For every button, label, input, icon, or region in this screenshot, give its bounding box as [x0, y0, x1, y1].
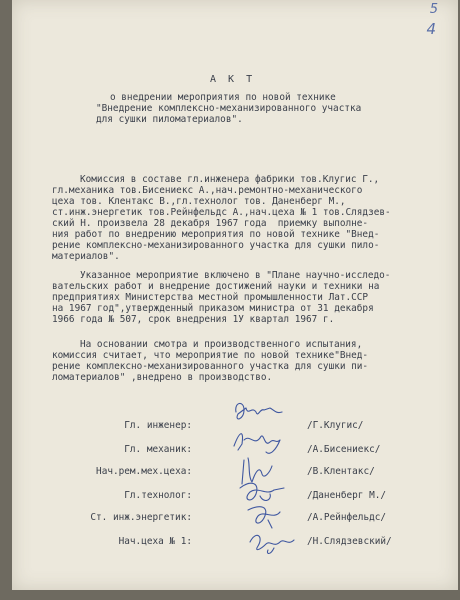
subject-line-3: для сушки пиломатериалов". [96, 114, 243, 125]
para2-line: на 1967 год",утвержденный приказом министра от 31 декабря [52, 303, 374, 314]
document-page [12, 0, 458, 590]
signature-klugis [236, 403, 282, 419]
signatory-role: Гл. механик: [124, 444, 192, 455]
para1-line: ский Н. произвела 28 декабря 1967 года приемку выполне- [52, 218, 369, 229]
signatory-name: /Г.Клугис/ [307, 420, 364, 431]
signature-bisenieks [234, 434, 280, 454]
para3-line: ломатериалов" ,внедрено в производство. [52, 372, 273, 383]
signature-klentaks [242, 458, 272, 484]
para1-line: рение комплексно-механизированного участка для сушки пило- [52, 240, 380, 251]
signatory-role: Гл. инженер: [124, 420, 192, 431]
para1-line: ния работ по внедрению мероприятия по новой технике "Внед- [52, 229, 380, 240]
para2-line: предприятиях Министерства местной промышленности Лат.ССР [52, 292, 369, 303]
signatory-name: /А.Рейнфельдс/ [307, 512, 387, 523]
para3-line: На основании смотра и производственного испытания, [80, 339, 363, 350]
para1-line: гл.механика тов.Бисениекс А.,нач.ремонтно-механического [52, 185, 363, 196]
signatory-role: Гл.технолог: [124, 490, 192, 501]
para2-line: 1966 года № 507, срок внедрения 1У квартал 1967 г. [52, 314, 335, 325]
archive-page-number: 5 [429, 2, 438, 17]
document-title: А К Т [210, 74, 256, 85]
archive-page-number-secondary: 4 [426, 20, 436, 38]
para3-line: рение комплексно-механизированного участка для сушки пи- [52, 361, 369, 372]
signatory-name: /В.Клентакс/ [307, 466, 375, 477]
signatory-name: /Н.Слядзевский/ [307, 536, 392, 547]
para1-line: материалов". [52, 251, 120, 262]
signatory-role: Нач.рем.мех.цеха: [96, 466, 192, 477]
signature-sliadzevskis [250, 535, 294, 553]
para2-line: Указанное мероприятие включено в "Плане научно-исследо- [80, 270, 391, 281]
para3-line: комиссия считает, что мероприятие по новой технике"Внед- [52, 350, 369, 361]
para2-line: вательских работ и внедрение достижений науки и техники на [52, 281, 380, 292]
para1-line: цеха тов. Клентакс В.,гл.технолог тов. Даненберг М., [52, 196, 346, 207]
subject-line-2: "Внедрение комплексно-механизированного участка [96, 103, 362, 114]
signatory-name: /Даненберг М./ [307, 490, 387, 501]
signature-danenbergs [240, 483, 284, 500]
subject-line-1: о внедрении мероприятия по новой технике [110, 92, 336, 103]
signatory-role: Ст. инж.энергетик: [90, 512, 192, 523]
para1-line: Комиссия в составе гл.инженера фабрики тов.Клугис Г., [80, 174, 380, 185]
signatory-role: Нач.цеха № 1: [118, 536, 192, 547]
signature-reinfelds [248, 507, 280, 528]
signatory-name: /А.Бисениекс/ [307, 444, 381, 455]
para1-line: ст.инж.энергетик тов.Рейнфельдс А.,нач.цеха № 1 тов.Слядзев- [52, 207, 391, 218]
handwritten-signatures [230, 400, 350, 570]
